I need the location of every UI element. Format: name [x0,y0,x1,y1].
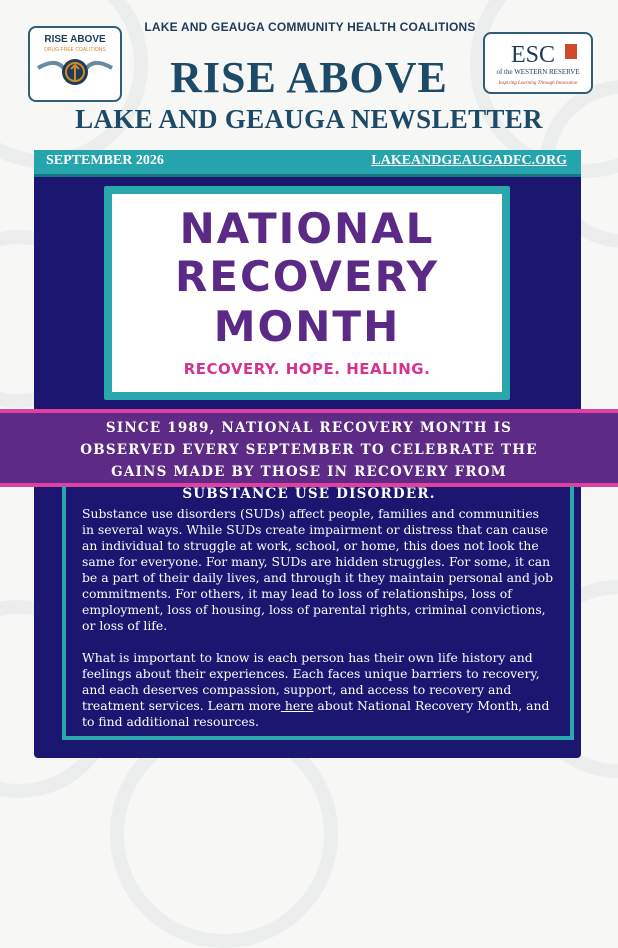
logo-right-name: ESC [510,42,556,68]
logo-left-tagline: DRUG-FREE COALITIONS [44,47,106,53]
graphic-tagline: RECOVERY. HOPE. HEALING. [183,360,431,378]
paragraph2-text: What is important to know is each person has their own life history and feelings about their experiences. Each faces unique barriers to recovery, and each deserves compassion, support, and access to recovery and treatment services. Learn more [82,650,540,713]
here-link[interactable]: here [280,698,314,713]
paragraph-learn-more [82,650,554,730]
recovery-month-banner [0,409,618,502]
graphic-line-recovery: RECOVERY [174,252,440,301]
graphic-line-month: MONTH [213,302,401,351]
logo-right-tagline: Inspiring Learning Through Innovation [498,81,578,86]
newsletter-title: RISE ABOVE [170,53,448,102]
national-recovery-month-graphic [112,194,502,392]
logo-right-subname: of the WESTERN RESERVE [496,68,580,76]
newsletter-subtitle: LAKE AND GEAUGA NEWSLETTER [75,104,543,134]
paragraph2-tail: about National Recovery Month, and to find additional resources. [82,698,550,729]
issue-date: SEPTEMBER 2026 [46,153,164,168]
logo-left-name: RISE ABOVE [44,34,106,45]
paragraph-suds: Substance use disorders (SUDs) affect people, families and communities in several ways. While SUDs create impairment or distress that can cause an individual to struggle at work, school, or home, this does not look the same for everyone. For many, SUDs are hidden struggles. For some, it can be a part of their daily lives, and through it they maintain personal and job commitments. For others, it may lead to loss of relationships, loss of employment, loss of housing, loss of parental rights, criminal convictions, or loss of life. [82,506,554,633]
website-link[interactable]: LAKEANDGEAUGADFC.ORG [371,153,567,168]
date-bar [34,150,581,177]
graphic-line-national: NATIONAL [179,204,435,253]
coalition-name: LAKE AND GEAUGA COMMUNITY HEALTH COALITIONS [144,20,476,34]
banner-text: SINCE 1989, NATIONAL RECOVERY MONTH IS OBSERVED EVERY SEPTEMBER TO CELEBRATE THE GAINS MADE BY THOSE IN RECOVERY FROM SUBSTANCE USE DISORDER. [80,420,538,502]
body-copy [82,506,554,746]
